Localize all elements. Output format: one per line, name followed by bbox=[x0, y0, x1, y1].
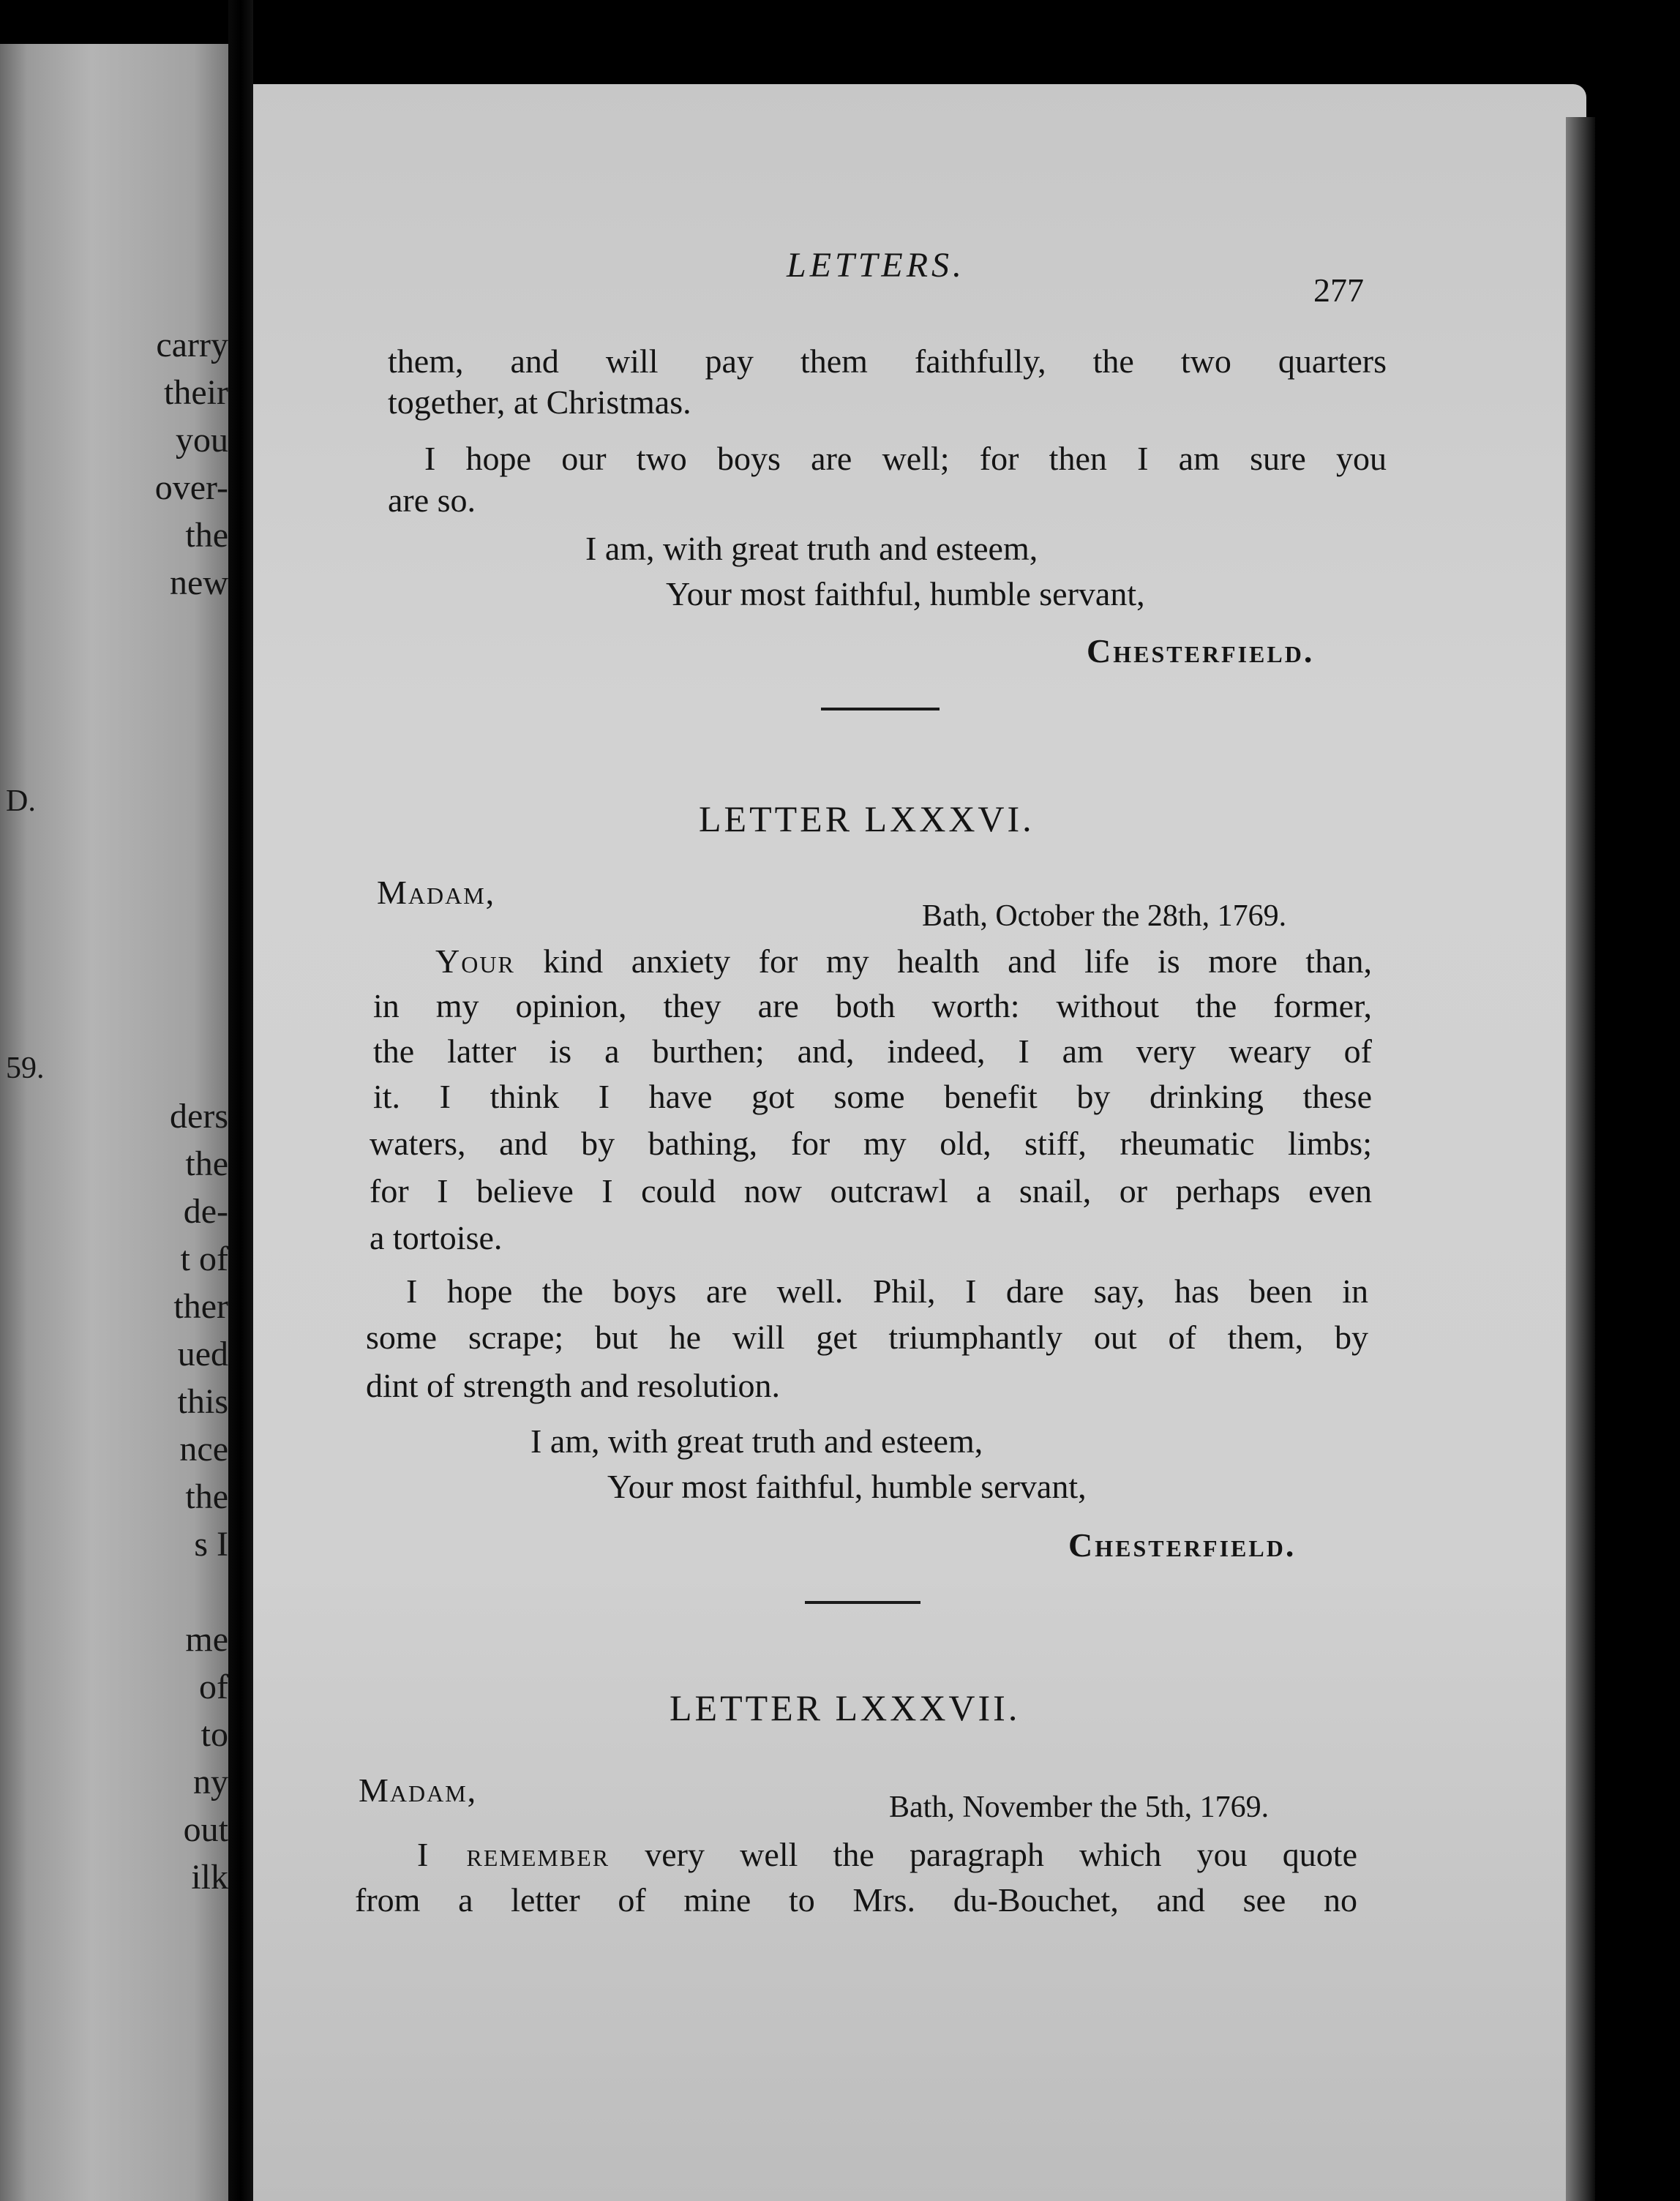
left-fragment: over- bbox=[154, 468, 228, 507]
left-fragment: 59. bbox=[6, 1051, 45, 1085]
left-fragment: the bbox=[185, 1477, 228, 1516]
left-fragment: s I bbox=[194, 1525, 228, 1564]
closing-line: Your most faithful, humble servant, bbox=[607, 1468, 1087, 1505]
left-fragment: ilk bbox=[191, 1858, 228, 1897]
text-line: it. I think I have got some benefit by drinking these bbox=[373, 1078, 1372, 1115]
salutation: Madam, bbox=[377, 874, 496, 911]
opening-word: I remember bbox=[417, 1836, 610, 1873]
text-line: I hope our two boys are well; for then I am sure you bbox=[424, 440, 1387, 477]
left-fragment: ued bbox=[177, 1335, 228, 1373]
section-rule bbox=[805, 1601, 920, 1604]
closing-line: I am, with great truth and esteem, bbox=[585, 530, 1038, 567]
left-fragment: the bbox=[185, 1144, 228, 1183]
text-line: dint of strength and resolution. bbox=[366, 1367, 780, 1404]
text-span: kind anxiety for my health and life is more than, bbox=[543, 942, 1373, 980]
text-line: the latter is a burthen; and, indeed, I am very weary of bbox=[373, 1032, 1372, 1070]
left-fragment: new bbox=[170, 563, 228, 602]
left-fragment: nce bbox=[179, 1430, 228, 1469]
left-fragment: ders bbox=[170, 1097, 228, 1136]
signature: Chesterfield. bbox=[1068, 1526, 1297, 1564]
section-rule bbox=[821, 708, 940, 710]
dateline: Bath, November the 5th, 1769. bbox=[889, 1791, 1270, 1824]
left-fragment: this bbox=[177, 1382, 228, 1421]
closing-line: I am, with great truth and esteem, bbox=[530, 1422, 983, 1460]
left-fragment: ther bbox=[173, 1287, 228, 1326]
text-line: in my opinion, they are both worth: without the former, bbox=[373, 987, 1372, 1024]
page-edge bbox=[1566, 117, 1595, 2201]
left-fragment: their bbox=[164, 373, 228, 412]
text-line: together, at Christmas. bbox=[388, 383, 691, 421]
left-fragment: t of bbox=[180, 1240, 228, 1278]
text-line bbox=[435, 938, 1372, 985]
text-line: I hope the boys are well. Phil, I dare say, has been in bbox=[406, 1272, 1368, 1310]
text-line: for I believe I could now outcrawl a snail, or perhaps even bbox=[370, 1172, 1372, 1210]
book-gutter bbox=[228, 0, 253, 2201]
text-line: are so. bbox=[388, 481, 476, 519]
page-number: 277 bbox=[1313, 271, 1364, 309]
text-line: from a letter of mine to Mrs. du-Bouchet, and see no bbox=[355, 1881, 1357, 1919]
text-span: very well the paragraph which you quote bbox=[645, 1836, 1357, 1873]
running-head: LETTERS. bbox=[787, 246, 966, 285]
opening-word: Your bbox=[435, 942, 515, 980]
letter-heading: LETTER LXXXVII. bbox=[670, 1687, 1021, 1728]
dateline: Bath, October the 28th, 1769. bbox=[922, 899, 1287, 933]
left-fragment: de- bbox=[183, 1192, 228, 1231]
left-fragment: you bbox=[176, 421, 228, 460]
text-line: some scrape; but he will get triumphantly out of them, by bbox=[366, 1319, 1368, 1356]
letter-heading: LETTER LXXXVI. bbox=[699, 798, 1035, 839]
text-line: waters, and by bathing, for my old, stiff, rheumatic limbs; bbox=[370, 1125, 1372, 1162]
left-fragment: carry bbox=[156, 326, 228, 364]
closing-line: Your most faithful, humble servant, bbox=[666, 575, 1145, 612]
left-fragment: to bbox=[200, 1715, 228, 1754]
signature: Chesterfield. bbox=[1087, 632, 1315, 670]
left-page bbox=[0, 44, 228, 2201]
left-fragment: ny bbox=[193, 1763, 228, 1801]
text-line bbox=[417, 1831, 1357, 1878]
left-fragment: out bbox=[183, 1810, 228, 1849]
salutation: Madam, bbox=[359, 1771, 478, 1809]
text-line: them, and will pay them faithfully, the two quarters bbox=[388, 342, 1387, 380]
left-fragment: of bbox=[199, 1668, 228, 1706]
left-fragment: D. bbox=[6, 784, 36, 818]
text-line: a tortoise. bbox=[370, 1219, 503, 1256]
left-fragment: the bbox=[185, 516, 228, 555]
left-fragment: me bbox=[185, 1620, 228, 1659]
